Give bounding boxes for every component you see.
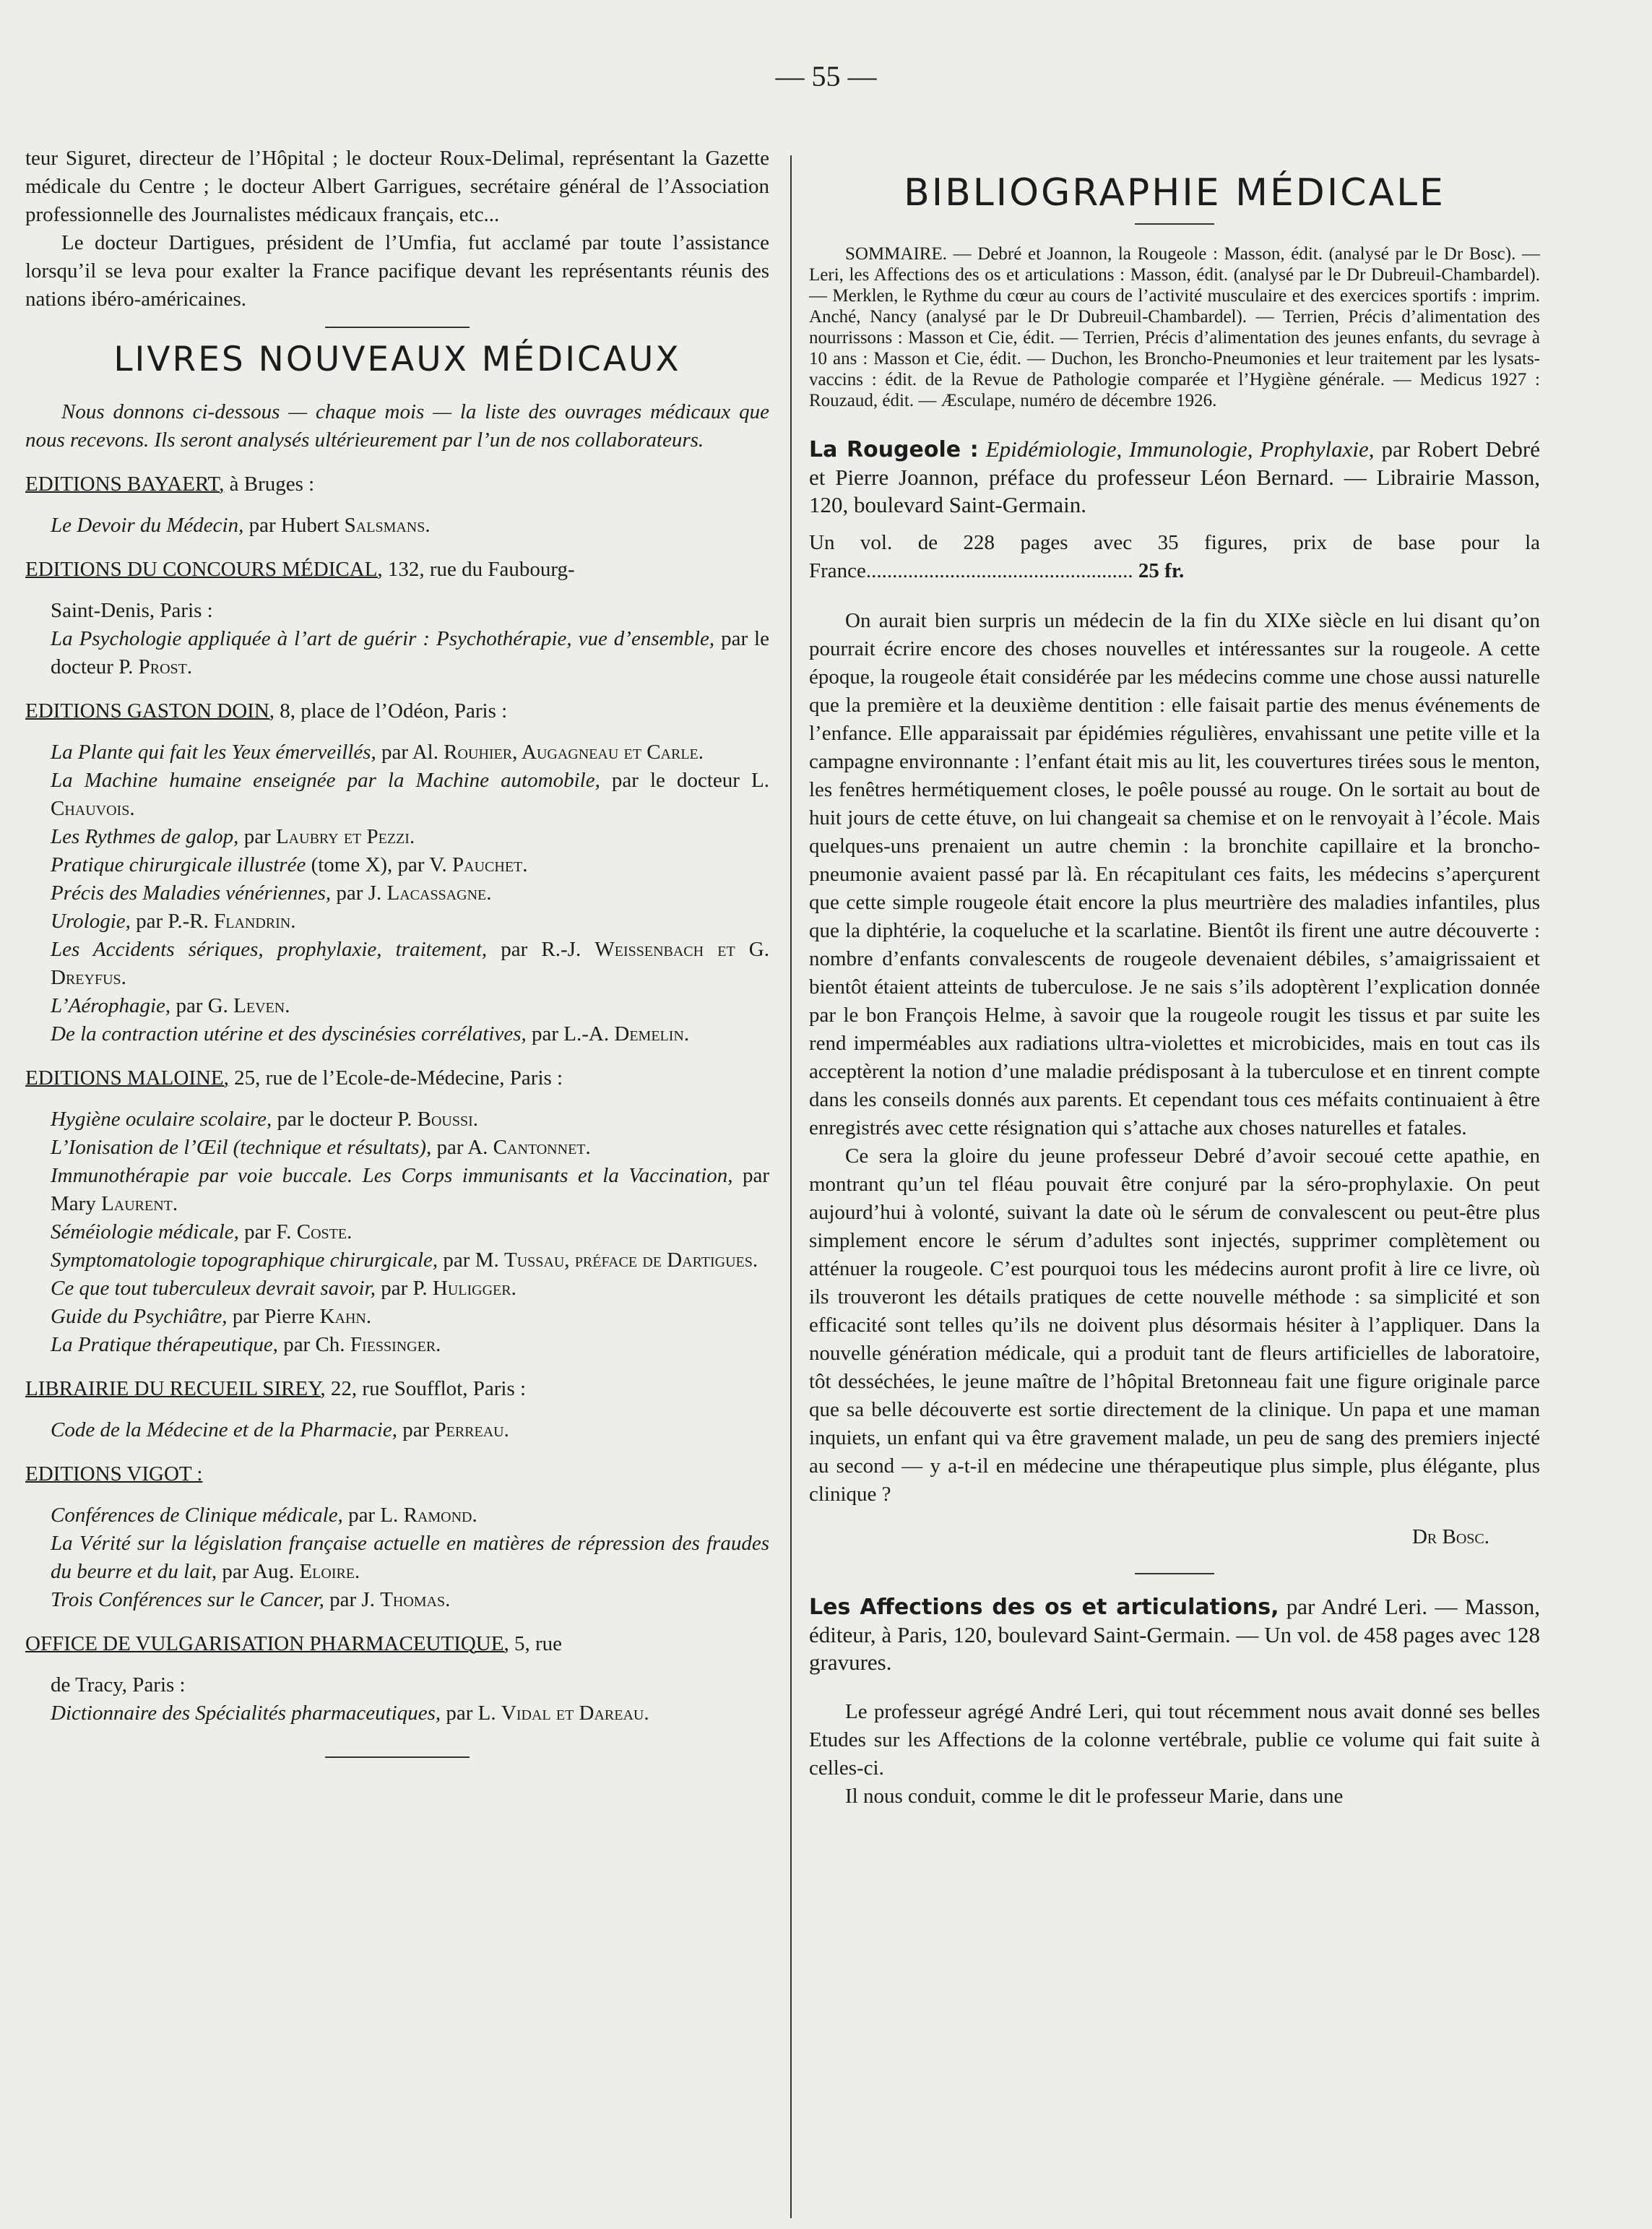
book-title: Trois Conférences sur le Cancer, [51, 1588, 324, 1611]
summary: SOMMAIRE. — Debré et Joannon, la Rougeole : Masson, édit. (analysé par le Dr Bosc). — Leri, les Affections des os et articulations : Masson, édit. (analysé par le Dr Dubreuil-Chambardel). — Merklen, le Rythme du cœur au cours de l’activité musculaire et des exercices sportifs : imprim. Anché, Nancy (analysé par le Dr Dubreuil-Chambardel). — Terrien, Précis d’alimentation des nourrissons : Masson et Cie, édit. — Terrien, Précis d’alimentation des jeunes enfants, du sevrage à 10 ans : Masson et Cie, édit. — Duchon, les Broncho-Pneumonies et leur traitement par les lysats-vaccins : édit. de la Revue de Pathologie comparée et l’Hygiène générale. — Medicus 1927 : Rouzaud, édit. — Æsculape, numéro de décembre 1926. [809, 244, 1540, 410]
book-title: La Vérité sur la législation française actuelle en matières de répression des fraudes du beurre et du lait, [51, 1532, 769, 1583]
review-subtitle: Epidémiologie, Immunologie, Prophylaxie, [978, 436, 1375, 462]
publisher-heading [25, 697, 769, 725]
book-author: Coste. [296, 1220, 353, 1243]
book-author: Rouhier, Augagneau et Carle. [444, 741, 704, 764]
book-author: Boussi. [417, 1108, 479, 1131]
publisher-address-cont: de Tracy, Paris : [51, 1673, 186, 1696]
book-by: par Mary [51, 1164, 769, 1215]
book-author: Vidal et Dareau. [501, 1702, 649, 1725]
book-entry [25, 1134, 769, 1162]
review-paragraph: On aurait bien surpris un médecin de la fin du XIXe siècle en lui disant qu’on pourrait écrire encore des choses nouvelles et intéressantes sur la rougeole. A cette époque, la rougeole était considérée par les médecins comme une chose aussi naturelle que la première et la deuxième dentition : elle faisait partie des menus événements de l’enfance. Elle apparaissait par épidémies régulières, envahissant une petite ville et la campagne environnante : l’enfant était mis au lit, les couvertures tirées sous le menton, les fenêtres hermétiquement closes, le poêle poussé au rouge. On le sortait au bout de huit jours de cette étuve, on lui changeait sa chemise et on le renvoyait à l’école. Mais quelques-uns prenaient un autre chemin : la bronchite capillaire et la broncho-pneumonie avaient passé par là. En récapitulant ces faits, les médecins s’aperçurent que cette simple rougeole était encore la plus meurtrière des maladies infantiles, plus que la diphtérie, la coqueluche et la scarlatine. Bientôt ils firent une autre découverte : nombre d’enfants convalescents de rougeole devenaient débiles, s’amaigrissaient et bientôt étaient atteints de tuberculose. Je ne sais s’ils adoptèrent l’explication donnée par le bon François Helme, à savoir que la rougeole rougit les tissus et par suite les rend imperméables aux radiations ultra-violettes et microbicides, mais en tout cas ils acceptèrent la notion d’une maladie prédisposant à la tuberculose et en tinrent compte dans les conseils donnés aux parents. Et cependant tous ces méfaits continuaient à être enregistrés avec cette résignation qui s’attache aux choses naturelles et fatales. [809, 609, 1540, 1139]
book-by: par R.-J. [487, 938, 595, 961]
book-by: (tome X), par V. [306, 853, 453, 876]
book-title: Ce que tout tuberculeux devrait savoir, [51, 1277, 376, 1300]
book-by: par A. [431, 1136, 493, 1159]
book-title: L’Ionisation de l’Œil (technique et résultats), [51, 1136, 432, 1159]
book-title: La Plante qui fait les Yeux émerveillés, [51, 741, 376, 764]
book-entry [25, 625, 769, 681]
book-by: par [397, 1418, 435, 1441]
book-title: Symptomatologie topographique chirurgicale, [51, 1249, 438, 1272]
publisher-address: 5, rue [509, 1632, 562, 1655]
review-title: Les Affections des os et articulations, [809, 1595, 1279, 1620]
book-entry [25, 1246, 769, 1275]
book-title: Les Accidents sériques, prophylaxie, traitement, [51, 938, 488, 961]
book-entry [25, 907, 769, 936]
book-entry [25, 512, 769, 540]
review-title: La Rougeole : [809, 437, 979, 462]
publisher-address: à Bruges : [224, 473, 315, 496]
book-by: par Al. [376, 741, 444, 764]
book-by: par P. [375, 1277, 433, 1300]
book-title: Le Devoir du Médecin, [51, 514, 244, 537]
book-entry [25, 992, 769, 1020]
book-author: Flandrin. [214, 910, 296, 933]
book-author: Salsmans. [344, 514, 431, 537]
intro-paragraph: teur Siguret, directeur de l’Hôpital ; le docteur Roux-Delimal, représentant la Gazette médicale du Centre ; le docteur Albert Garrigues, secrétaire général de l’Association professionnelle des Journalistes médicaux français, etc... [25, 147, 769, 226]
book-author: Eloire. [299, 1560, 360, 1583]
review-details [809, 529, 1540, 585]
right-column [809, 145, 1540, 1811]
book-author: Cantonnet. [493, 1136, 591, 1159]
publisher-address: 132, rue du Faubourg- [382, 558, 575, 581]
book-title: Guide du Psychiâtre, [51, 1305, 228, 1328]
book-entry [25, 1699, 769, 1728]
publisher-heading [25, 556, 769, 584]
book-by: par le docteur L. [600, 769, 769, 792]
book-author: Huligger. [432, 1277, 516, 1300]
book-author: Leven. [233, 994, 290, 1017]
page-number: — 55 — [775, 60, 877, 92]
book-author: Perreau. [434, 1418, 509, 1441]
book-title: Code de la Médecine et de la Pharmacie, [51, 1418, 397, 1441]
book-title: Hygiène oculaire scolaire, [51, 1108, 272, 1131]
book-author: Prost. [138, 655, 193, 678]
book-by: par J. [331, 881, 387, 905]
review-paragraph: Ce sera la gloire du jeune professeur Debré d’avoir secoué cette apathie, en montrant qu’un tel fléau pouvait être conjuré par la séro-prophylaxie. On peut aujourd’hui à volonté, suivant la date où le sérum de convalescent ou peut-être plus simplement encore le sérum d’adultes sont injectés, supprimer complètement ou atténuer la rougeole. C’est pourquoi tous les médecins auront profit à lire ce livre, où ils trouveront les détails pratiques de cette nouvelle méthode : sa simplicité et son efficacité sont telles qu’ils ne doivent plus désormais hésiter à l’appliquer. Dans la nouvelle génération médicale, qui a produit tant de fleurs artificielles de laboratoire, tôt desséchées, le jeune maître de l’hôpital Bretonneau fait une figure originale parce que sa belle découverte est sortie directement de la clinique. Un papa et une maman inquiets, un enfant qui va être gravement malade, un peu de sang des premiers injecté au second — y a-t-il en médecine une thérapeutique plus simple, plus élégante, plus clinique ? [809, 1144, 1540, 1506]
publisher-name: OFFICE DE VULGARISATION PHARMACEUTIQUE, [25, 1632, 509, 1655]
book-title: Les Rythmes de galop, [51, 825, 239, 848]
book-by: par Ch. [277, 1333, 350, 1356]
book-by: par G. [170, 994, 234, 1017]
separator [325, 327, 470, 328]
book-title: La Pratique thérapeutique, [51, 1333, 278, 1356]
publisher-name: LIBRAIRIE DU RECUEIL SIREY, [25, 1377, 326, 1400]
book-entry [25, 1275, 769, 1303]
review-volume-info: Un vol. de 228 pages avec 35 figures, prix de base pour la France................................................... [809, 531, 1540, 582]
book-entry [25, 1162, 769, 1218]
book-title: Dictionnaire des Spécialités pharmaceutiques, [51, 1702, 441, 1725]
review-authors: par Robert Debré et Pierre Joannon, préface du professeur Léon Bernard. — Librairie Masson, 120, boulevard Saint-Germain. [809, 436, 1541, 517]
book-author: Demelin. [614, 1022, 690, 1045]
left-column [25, 145, 769, 1771]
book-by: par [238, 825, 276, 848]
book-entry [25, 879, 769, 907]
book-by: par Pierre [227, 1305, 320, 1328]
book-title: Immunothérapie par voie buccale. Les Corps immunisants et la Vaccination, [51, 1164, 733, 1187]
publisher-name: EDITIONS VIGOT : [25, 1462, 203, 1486]
publisher-name: EDITIONS MALOINE, [25, 1066, 229, 1090]
book-by: par P.-R. [130, 910, 215, 933]
book-title: De la contraction utérine et des dyscinésies corrélatives, [51, 1022, 527, 1045]
book-entry [25, 1586, 769, 1614]
book-by: par le docteur P. [272, 1108, 418, 1131]
book-author: Fiessinger. [350, 1333, 441, 1356]
book-author: Laurent. [101, 1192, 178, 1215]
review-paragraph: Le professeur agrégé André Leri, qui tout récemment nous avait donné ses belles Etudes sur les Affections de la colonne vertébrale, publie ce volume qui fait suite à celles-ci. [809, 1700, 1540, 1780]
book-title: Pratique chirurgicale illustrée [51, 853, 306, 876]
book-author: Thomas. [380, 1588, 451, 1611]
book-author: Chauvois. [51, 797, 135, 820]
section-title-bibliographie: BIBLIOGRAPHIE MÉDICALE [904, 171, 1445, 215]
book-entry [25, 851, 769, 879]
section-title-livres: LIVRES NOUVEAUX MÉDICAUX [113, 340, 681, 379]
book-entry [25, 1416, 769, 1444]
book-author: Weissenbach et G. Dreyfus. [51, 938, 769, 989]
column-divider [790, 155, 792, 2218]
book-entry [25, 823, 769, 851]
book-entry [25, 1331, 769, 1359]
book-author: Kahn. [319, 1305, 372, 1328]
book-entry [25, 1020, 769, 1048]
book-entry [25, 1105, 769, 1134]
book-author: Laubry et Pezzi. [275, 825, 415, 848]
book-title: Urologie, [51, 910, 131, 933]
book-entry [25, 936, 769, 992]
review-rougeole-header [809, 436, 1540, 519]
publisher-heading [25, 1064, 769, 1092]
publisher-list [25, 470, 769, 1728]
book-title: La Psychologie appliquée à l’art de guérir : Psychothérapie, vue d’ensemble, [51, 627, 715, 650]
book-title: La Machine humaine enseignée par la Machine automobile, [51, 769, 600, 792]
book-by: par Hubert [243, 514, 345, 537]
book-entry [25, 1218, 769, 1246]
book-title: Séméiologie médicale, [51, 1220, 239, 1243]
book-author: Ramond. [403, 1504, 477, 1527]
book-entry [25, 767, 769, 823]
separator [1135, 1573, 1214, 1574]
publisher-address-cont: Saint-Denis, Paris : [51, 599, 213, 622]
book-by: par L.-A. [526, 1022, 615, 1045]
review-signature: Dr Bosc. [1411, 1525, 1489, 1548]
book-title: Précis des Maladies vénériennes, [51, 881, 332, 905]
book-by: par L. [441, 1702, 501, 1725]
book-by: par J. [324, 1588, 381, 1611]
section-intro: Nous donnons ci-dessous — chaque mois — la liste des ouvrages médicaux que nous recevons. Ils seront analysés ultérieurement par l’un de nos collaborateurs. [25, 400, 769, 452]
separator [1135, 223, 1214, 225]
book-entry [25, 1530, 769, 1586]
book-author: Tussau, préface de Dartigues. [504, 1249, 758, 1272]
book-by: par F. [238, 1220, 297, 1243]
book-by: par M. [438, 1249, 504, 1272]
review-authors: par André Leri. — Masson, éditeur, à Paris, 120, boulevard Saint-Germain. — Un vol. de 458 pages avec 128 gravures. [809, 1594, 1540, 1675]
book-entry [25, 1501, 769, 1530]
separator-end [325, 1756, 470, 1758]
intro-paragraph-2: Le docteur Dartigues, président de l’Umfia, fut acclamé par toute l’assistance lorsqu’il se leva pour exalter la France pacifique devant les représentants réunis des nations ibéro-américaines. [25, 231, 769, 311]
book-title: L’Aérophagie, [51, 994, 171, 1017]
book-by: par L. [342, 1504, 404, 1527]
book-by: par le docteur P. [51, 627, 769, 678]
publisher-heading [25, 1630, 769, 1658]
publisher-heading [25, 470, 769, 499]
publisher-heading [25, 1375, 769, 1403]
book-entry [25, 1303, 769, 1331]
book-title: Conférences de Clinique médicale, [51, 1504, 343, 1527]
publisher-name: EDITIONS BAYAERT, [25, 473, 225, 496]
review-affections-header [809, 1593, 1540, 1676]
review-paragraph: Il nous conduit, comme le dit le professeur Marie, dans une [845, 1785, 1344, 1808]
book-author: Lacassagne. [386, 881, 492, 905]
book-entry [25, 738, 769, 767]
book-by: par Aug. [217, 1560, 300, 1583]
publisher-address: 8, place de l’Odéon, Paris : [274, 699, 508, 723]
review-price: 25 fr. [1133, 559, 1185, 582]
publisher-address: 25, rue de l’Ecole-de-Médecine, Paris : [228, 1066, 563, 1090]
publisher-name: EDITIONS GASTON DOIN, [25, 699, 275, 723]
publisher-name: EDITIONS DU CONCOURS MÉDICAL, [25, 558, 383, 581]
publisher-address: 22, rue Soufflot, Paris : [325, 1377, 527, 1400]
book-author: Pauchet. [452, 853, 528, 876]
publisher-heading [25, 1460, 769, 1488]
